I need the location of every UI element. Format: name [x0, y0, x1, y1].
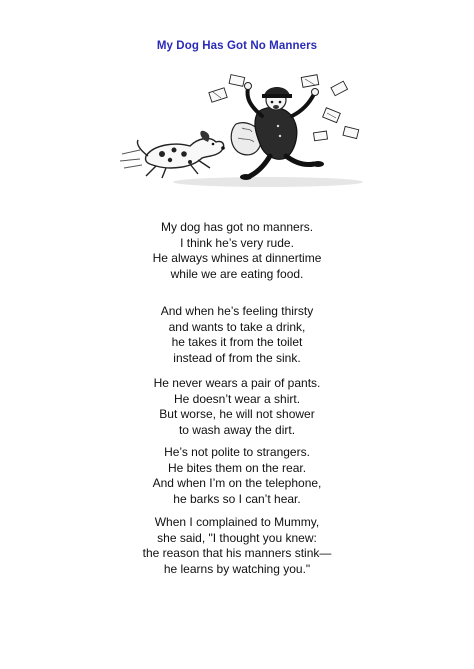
poem-line: he takes it from the toilet	[171, 335, 303, 349]
poem-line: she said, "I thought you knew:	[157, 530, 317, 545]
poem-line: He’s not polite to strangers.	[164, 445, 310, 459]
poem-line: He doesn’t wear a shirt.	[173, 391, 301, 406]
poem-line: the reason that his manners stink—	[142, 546, 332, 560]
stanza-4	[0, 445, 474, 507]
poem-line: And when he’s feeling thirsty	[160, 304, 314, 318]
poem-line: And when I’m on the telephone,	[152, 476, 322, 490]
stanza-5	[0, 515, 474, 577]
dog-chasing-postman-illustration	[118, 70, 368, 198]
poem-title: My Dog Has Got No Manners	[156, 40, 318, 52]
poem-line: and wants to take a drink,	[168, 319, 306, 334]
poem-line: he learns by watching you."	[163, 561, 311, 576]
poem-line: instead of from the sink.	[173, 350, 301, 365]
poem-line: he barks so I can’t hear.	[173, 491, 301, 506]
stanza-2	[0, 304, 474, 366]
poem-line: He never wears a pair of pants.	[153, 376, 321, 390]
poem-line: I think he’s very rude.	[180, 235, 294, 250]
stanza-3	[0, 376, 474, 438]
poem-line: while we are eating food.	[170, 266, 304, 281]
poem-line: He bites them on the rear.	[167, 460, 307, 475]
poem-line: He always whines at dinnertime	[152, 251, 322, 265]
stanza-1	[0, 220, 474, 282]
poem-line: to wash away the dirt.	[178, 422, 296, 437]
poem-line: But worse, he will not shower	[159, 407, 315, 421]
poem-line: When I complained to Mummy,	[154, 515, 320, 529]
poem-line: My dog has got no manners.	[160, 220, 314, 234]
